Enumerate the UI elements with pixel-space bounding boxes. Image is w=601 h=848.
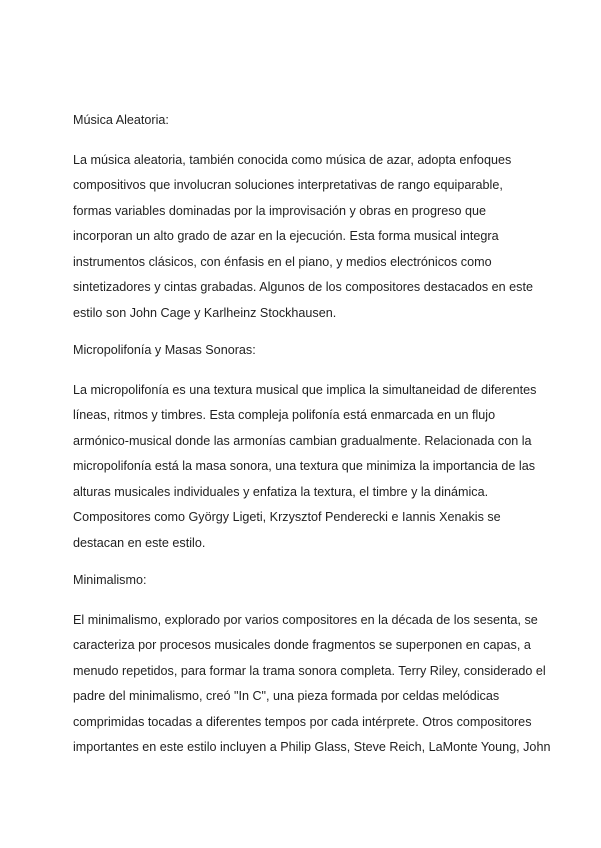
section-heading-minimalismo: Minimalismo: <box>73 573 147 587</box>
paragraph-line: importantes en este estilo incluyen a Philip Glass, Steve Reich, LaMonte Young, John <box>73 740 551 754</box>
document-page <box>73 108 551 761</box>
section-paragraph-micropolifonia <box>73 378 537 557</box>
paragraph-line: líneas, ritmos y timbres. Esta compleja polifonía está enmarcada en un flujo <box>73 408 496 422</box>
paragraph-line: caracteriza por procesos musicales donde fragmentos se superponen en capas, a <box>73 638 531 652</box>
paragraph-line: La música aleatoria, también conocida como música de azar, adopta enfoques <box>73 152 512 167</box>
paragraph-line: instrumentos clásicos, con énfasis en el piano, y medios electrónicos como <box>73 254 492 269</box>
paragraph-line: menudo repetidos, para formar la trama sonora completa. Terry Riley, considerado el <box>73 663 546 678</box>
section-paragraph-minimalismo <box>73 608 551 761</box>
paragraph-line: compositivos que involucran soluciones interpretativas de rango equiparable, <box>73 178 503 192</box>
paragraph-line: micropolifonía está la masa sonora, una textura que minimiza la importancia de las <box>73 459 536 473</box>
paragraph-line: La micropolifonía es una textura musical que implica la simultaneidad de diferentes <box>73 382 537 397</box>
paragraph-line: incorporan un alto grado de azar en la ejecución. Esta forma musical integra <box>73 229 499 243</box>
section-heading-micropolifonia: Micropolifonía y Masas Sonoras: <box>73 343 256 357</box>
paragraph-line: alturas musicales individuales y enfatiza la textura, el timbre y la dinámica. <box>73 484 489 499</box>
section-heading-musica-aleatoria: Música Aleatoria: <box>73 113 169 127</box>
paragraph-line: destacan en este estilo. <box>73 535 206 550</box>
paragraph-line: formas variables dominadas por la improvisación y obras en progreso que <box>73 203 487 218</box>
paragraph-line: estilo son John Cage y Karlheinz Stockhausen. <box>73 305 337 320</box>
paragraph-line: armónico-musical donde las armonías cambian gradualmente. Relacionada con la <box>73 433 532 448</box>
paragraph-line: sintetizadores y cintas grabadas. Algunos de los compositores destacados en este <box>73 280 533 294</box>
section-paragraph-musica-aleatoria <box>73 148 533 327</box>
paragraph-line: El minimalismo, explorado por varios compositores en la década de los sesenta, se <box>73 612 538 627</box>
paragraph-line: Compositores como György Ligeti, Krzysztof Penderecki e Iannis Xenakis se <box>73 510 501 524</box>
paragraph-line: padre del minimalismo, creó "In C", una pieza formada por celdas melódicas <box>73 689 500 703</box>
paragraph-line: comprimidas tocadas a diferentes tempos por cada intérprete. Otros compositores <box>73 714 532 729</box>
